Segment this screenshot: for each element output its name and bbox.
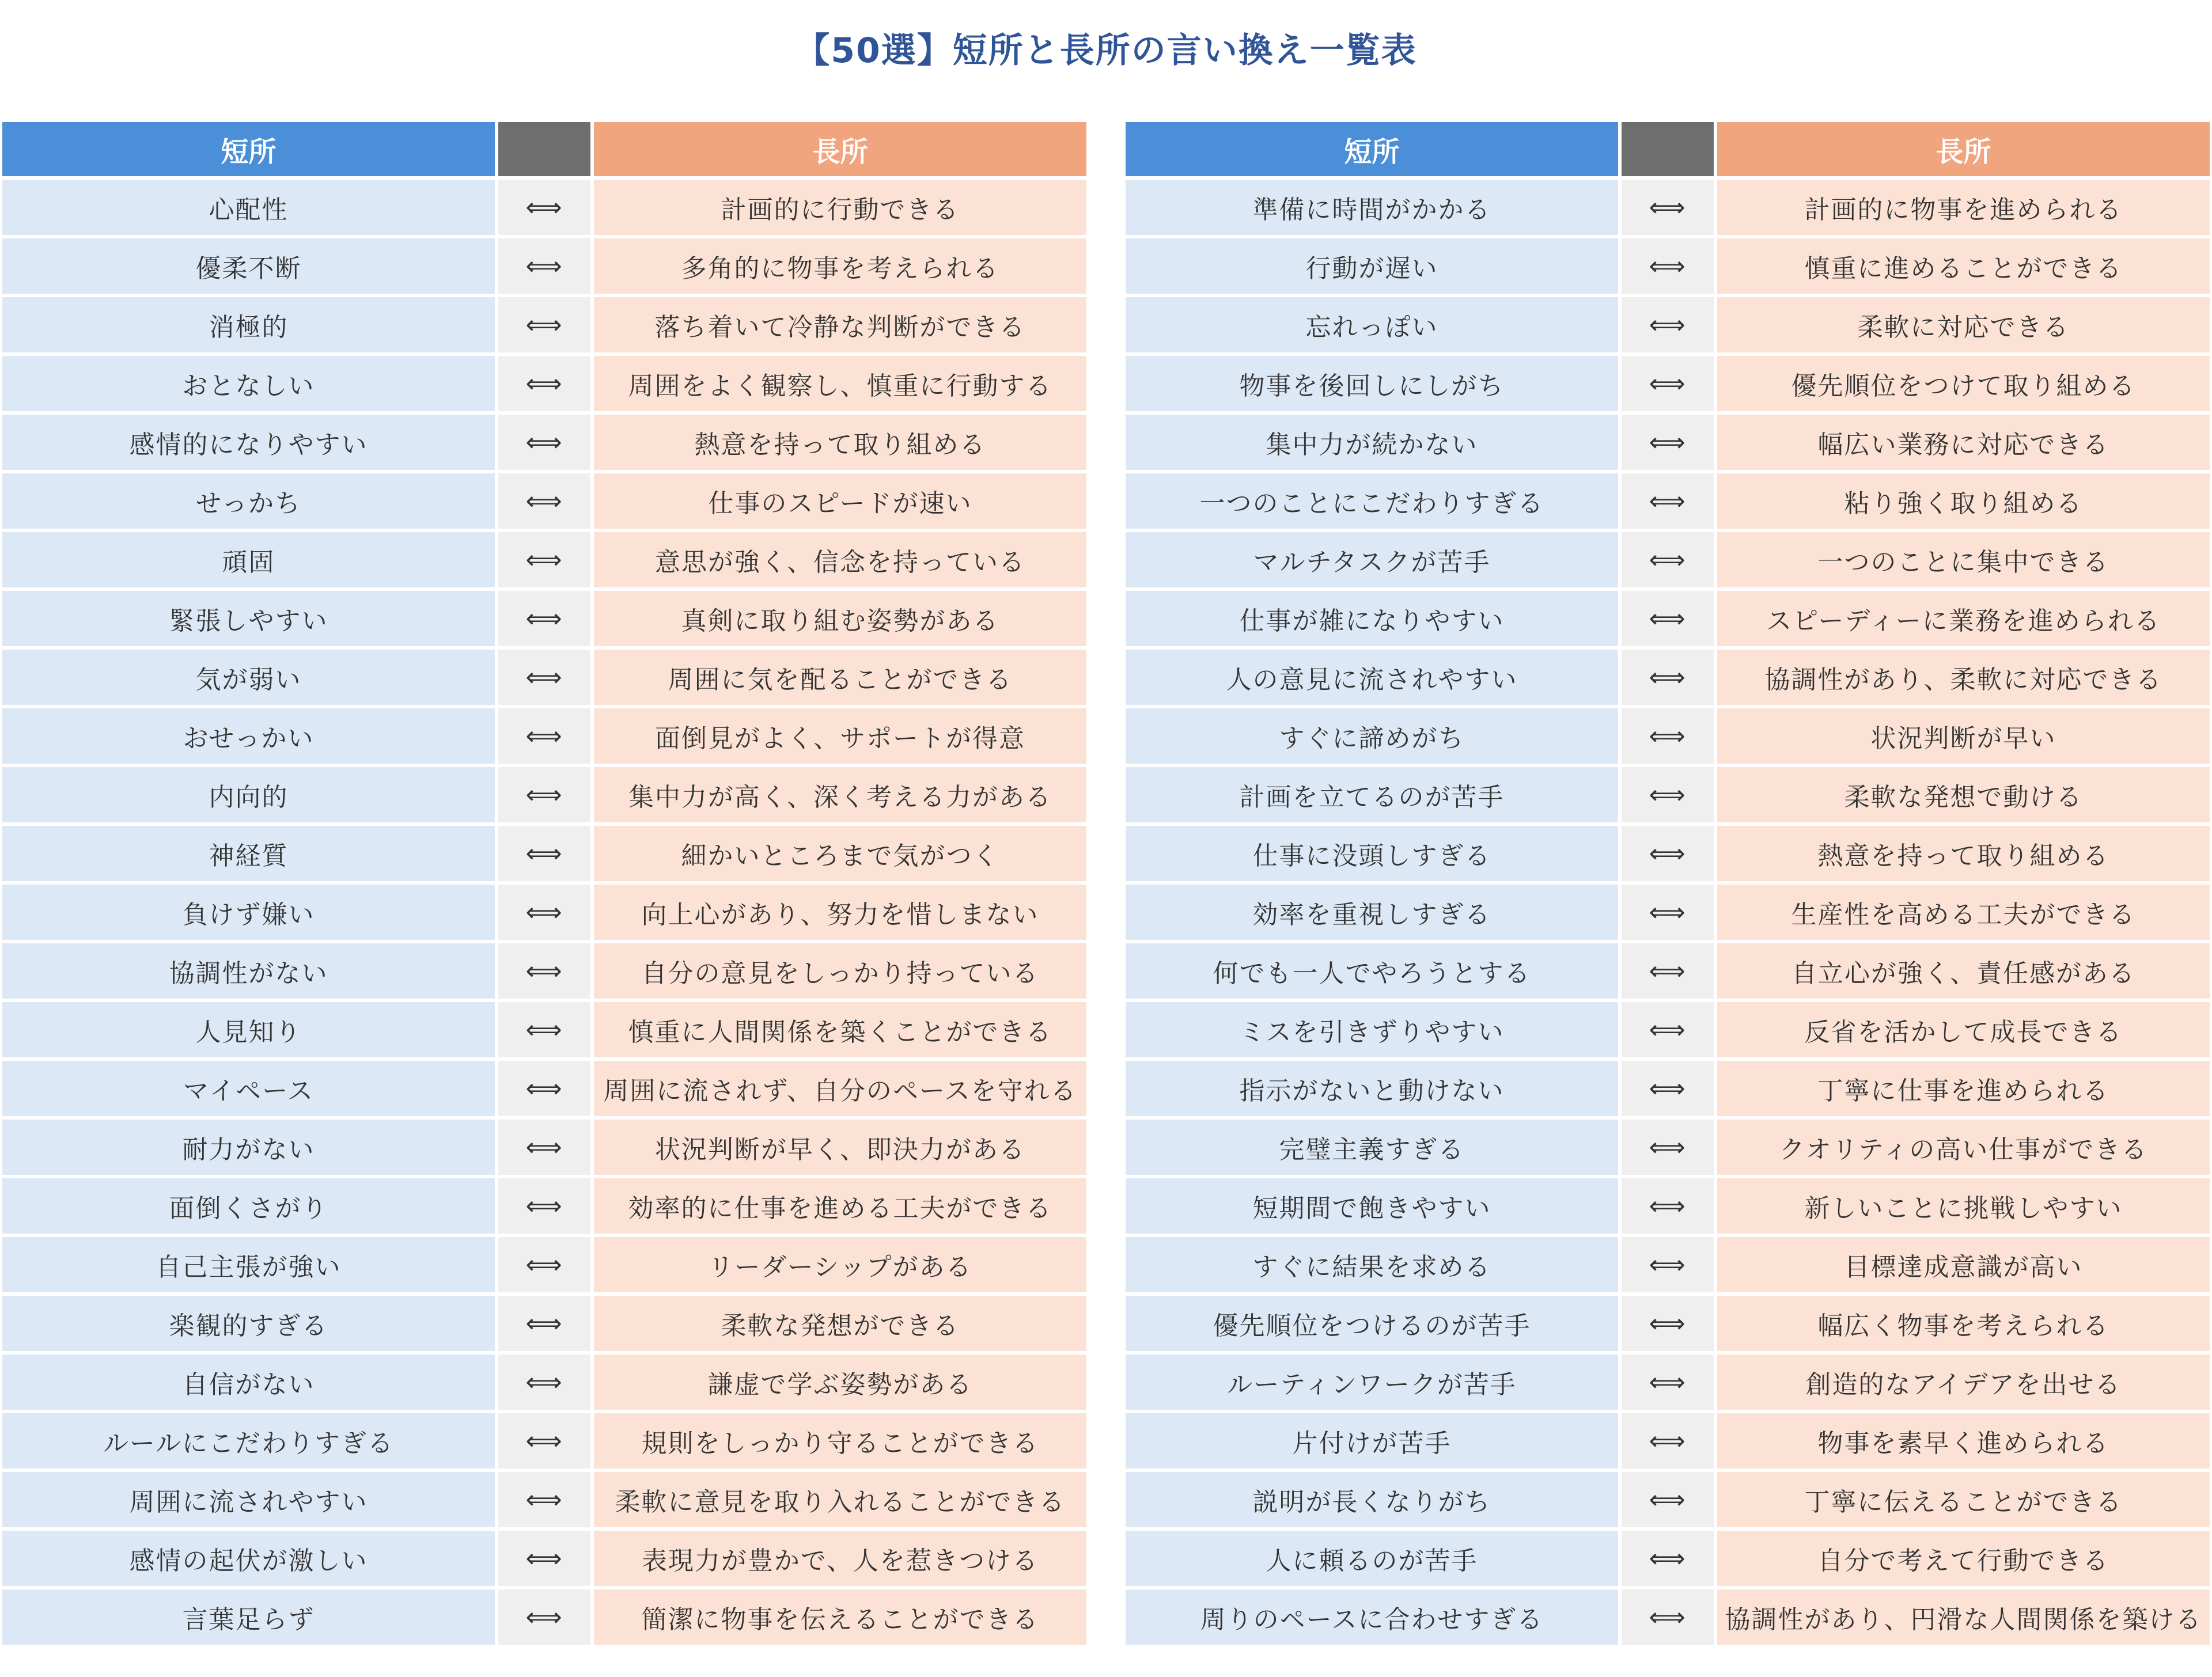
- table-row: [1126, 1178, 2210, 1234]
- strength-cell: 物事を素早く進められる: [1717, 1413, 2210, 1469]
- double-arrow-icon: ⟺: [1622, 650, 1714, 705]
- double-arrow-icon: ⟺: [1622, 356, 1714, 411]
- strength-cell: 自立心が強く、責任感がある: [1717, 943, 2210, 999]
- table-row: [2, 297, 1086, 352]
- double-arrow-icon: ⟺: [498, 297, 590, 352]
- weakness-cell: 緊張しやすい: [2, 591, 495, 646]
- strength-cell: 計画的に物事を進められる: [1717, 180, 2210, 235]
- double-arrow-icon: ⟺: [1622, 473, 1714, 529]
- strength-cell: 一つのことに集中できる: [1717, 532, 2210, 587]
- strength-cell: 柔軟な発想で動ける: [1717, 767, 2210, 822]
- table-row: [2, 532, 1086, 587]
- strength-cell: 自分で考えて行動できる: [1717, 1531, 2210, 1586]
- table-row: [2, 1354, 1086, 1410]
- strength-cell: 慎重に進めることができる: [1717, 238, 2210, 294]
- strength-cell: 集中力が高く、深く考える力がある: [594, 767, 1086, 822]
- right-comparison-table: [1122, 119, 2212, 1648]
- table-row: [1126, 708, 2210, 764]
- double-arrow-icon: ⟺: [1622, 415, 1714, 470]
- double-arrow-icon: ⟺: [1622, 1178, 1714, 1234]
- table-row: [2, 708, 1086, 764]
- table-row: [1126, 180, 2210, 235]
- table-row: [1126, 767, 2210, 822]
- double-arrow-icon: ⟺: [1622, 885, 1714, 940]
- table-row: [2, 238, 1086, 294]
- weakness-cell: おせっかい: [2, 708, 495, 764]
- table-row: [2, 826, 1086, 881]
- double-arrow-icon: ⟺: [1622, 1472, 1714, 1527]
- weakness-cell: 仕事が雑になりやすい: [1126, 591, 1618, 646]
- double-arrow-icon: ⟺: [498, 1237, 590, 1292]
- weakness-cell: 感情的になりやすい: [2, 415, 495, 470]
- weakness-cell: マルチタスクが苦手: [1126, 532, 1618, 587]
- arrow-column-header: [498, 122, 590, 176]
- table-row: [2, 885, 1086, 940]
- weakness-cell: 計画を立てるのが苦手: [1126, 767, 1618, 822]
- strength-cell: 柔軟な発想ができる: [594, 1296, 1086, 1351]
- strength-cell: 自分の意見をしっかり持っている: [594, 943, 1086, 999]
- double-arrow-icon: ⟺: [1622, 826, 1714, 881]
- double-arrow-icon: ⟺: [498, 1178, 590, 1234]
- double-arrow-icon: ⟺: [498, 473, 590, 529]
- double-arrow-icon: ⟺: [498, 943, 590, 999]
- double-arrow-icon: ⟺: [1622, 1589, 1714, 1645]
- table-row: [1126, 885, 2210, 940]
- table-row: [2, 1120, 1086, 1175]
- table-row: [2, 767, 1086, 822]
- weakness-cell: 完璧主義すぎる: [1126, 1120, 1618, 1175]
- weakness-cell: 片付けが苦手: [1126, 1413, 1618, 1469]
- double-arrow-icon: ⟺: [498, 180, 590, 235]
- strength-cell: 柔軟に対応できる: [1717, 297, 2210, 352]
- weakness-cell: せっかち: [2, 473, 495, 529]
- page-title: 【50選】短所と長所の言い換え一覧表: [795, 31, 1417, 71]
- double-arrow-icon: ⟺: [1622, 1296, 1714, 1351]
- strength-column-header: 長所: [594, 122, 1086, 176]
- double-arrow-icon: ⟺: [1622, 1002, 1714, 1057]
- strength-cell: 周囲に気を配ることができる: [594, 650, 1086, 705]
- strength-cell: 協調性があり、円滑な人間関係を築ける: [1717, 1589, 2210, 1645]
- weakness-cell: おとなしい: [2, 356, 495, 411]
- double-arrow-icon: ⟺: [498, 356, 590, 411]
- strength-cell: 幅広く物事を考えられる: [1717, 1296, 2210, 1351]
- weakness-cell: すぐに結果を求める: [1126, 1237, 1618, 1292]
- table-row: [1126, 1531, 2210, 1586]
- weakness-column-header: 短所: [1126, 122, 1618, 176]
- weakness-cell: 自己主張が強い: [2, 1237, 495, 1292]
- double-arrow-icon: ⟺: [498, 1354, 590, 1410]
- table-row: [1126, 1354, 2210, 1410]
- table-row: [1126, 1296, 2210, 1351]
- strength-cell: 創造的なアイデアを出せる: [1717, 1354, 2210, 1410]
- strength-cell: 規則をしっかり守ることができる: [594, 1413, 1086, 1469]
- strength-cell: 状況判断が早く、即決力がある: [594, 1120, 1086, 1175]
- weakness-column-header: 短所: [2, 122, 495, 176]
- double-arrow-icon: ⟺: [498, 650, 590, 705]
- weakness-cell: 面倒くさがり: [2, 1178, 495, 1234]
- strength-cell: 柔軟に意見を取り入れることができる: [594, 1472, 1086, 1527]
- weakness-cell: 行動が遅い: [1126, 238, 1618, 294]
- table-row: [2, 1061, 1086, 1116]
- weakness-cell: 短期間で飽きやすい: [1126, 1178, 1618, 1234]
- table-row: [2, 1472, 1086, 1527]
- strength-cell: 面倒見がよく、サポートが得意: [594, 708, 1086, 764]
- weakness-cell: 優柔不断: [2, 238, 495, 294]
- strength-cell: 慎重に人間関係を築くことができる: [594, 1002, 1086, 1057]
- strength-cell: 計画的に行動できる: [594, 180, 1086, 235]
- table-row: [1126, 415, 2210, 470]
- table-row: [2, 1237, 1086, 1292]
- double-arrow-icon: ⟺: [1622, 238, 1714, 294]
- weakness-cell: 耐力がない: [2, 1120, 495, 1175]
- weakness-cell: 自信がない: [2, 1354, 495, 1410]
- table-row: [1126, 356, 2210, 411]
- table-row: [2, 1531, 1086, 1586]
- strength-cell: 周囲に流されず、自分のペースを守れる: [594, 1061, 1086, 1116]
- double-arrow-icon: ⟺: [498, 767, 590, 822]
- weakness-cell: ミスを引きずりやすい: [1126, 1002, 1618, 1057]
- table-row: [2, 473, 1086, 529]
- strength-cell: 生産性を高める工夫ができる: [1717, 885, 2210, 940]
- double-arrow-icon: ⟺: [1622, 1061, 1714, 1116]
- table-row: [1126, 532, 2210, 587]
- table-row: [2, 180, 1086, 235]
- weakness-cell: 物事を後回しにしがち: [1126, 356, 1618, 411]
- weakness-cell: 何でも一人でやろうとする: [1126, 943, 1618, 999]
- weakness-cell: 説明が長くなりがち: [1126, 1472, 1618, 1527]
- double-arrow-icon: ⟺: [1622, 591, 1714, 646]
- weakness-cell: 人に頼るのが苦手: [1126, 1531, 1618, 1586]
- double-arrow-icon: ⟺: [1622, 1354, 1714, 1410]
- weakness-cell: 神経質: [2, 826, 495, 881]
- double-arrow-icon: ⟺: [498, 1472, 590, 1527]
- double-arrow-icon: ⟺: [498, 826, 590, 881]
- strength-cell: 幅広い業務に対応できる: [1717, 415, 2210, 470]
- weakness-cell: 忘れっぽい: [1126, 297, 1618, 352]
- arrow-column-header: [1622, 122, 1714, 176]
- double-arrow-icon: ⟺: [1622, 1531, 1714, 1586]
- weakness-cell: 気が弱い: [2, 650, 495, 705]
- table-row: [2, 1413, 1086, 1469]
- weakness-cell: 内向的: [2, 767, 495, 822]
- table-row: [1126, 650, 2210, 705]
- double-arrow-icon: ⟺: [498, 1002, 590, 1057]
- weakness-cell: 消極的: [2, 297, 495, 352]
- weakness-cell: 頑固: [2, 532, 495, 587]
- strength-cell: スピーディーに業務を進められる: [1717, 591, 2210, 646]
- weakness-cell: 感情の起伏が激しい: [2, 1531, 495, 1586]
- double-arrow-icon: ⟺: [498, 591, 590, 646]
- weakness-cell: 指示がないと動けない: [1126, 1061, 1618, 1116]
- table-row: [1126, 1472, 2210, 1527]
- double-arrow-icon: ⟺: [498, 1120, 590, 1175]
- double-arrow-icon: ⟺: [498, 885, 590, 940]
- strength-cell: 向上心があり、努力を惜しまない: [594, 885, 1086, 940]
- strength-cell: 周囲をよく観察し、慎重に行動する: [594, 356, 1086, 411]
- weakness-cell: 準備に時間がかかる: [1126, 180, 1618, 235]
- weakness-cell: 周囲に流されやすい: [2, 1472, 495, 1527]
- strength-cell: 熱意を持って取り組める: [1717, 826, 2210, 881]
- strength-cell: 落ち着いて冷静な判断ができる: [594, 297, 1086, 352]
- strength-cell: 状況判断が早い: [1717, 708, 2210, 764]
- table-row: [2, 591, 1086, 646]
- weakness-cell: 楽観的すぎる: [2, 1296, 495, 1351]
- table-row: [1126, 1120, 2210, 1175]
- double-arrow-icon: ⟺: [1622, 532, 1714, 587]
- weakness-cell: ルーティンワークが苦手: [1126, 1354, 1618, 1410]
- weakness-cell: 協調性がない: [2, 943, 495, 999]
- weakness-cell: 周りのペースに合わせすぎる: [1126, 1589, 1618, 1645]
- table-row: [1126, 297, 2210, 352]
- strength-column-header: 長所: [1717, 122, 2210, 176]
- strength-cell: 新しいことに挑戦しやすい: [1717, 1178, 2210, 1234]
- table-row: [2, 943, 1086, 999]
- weakness-cell: 人見知り: [2, 1002, 495, 1057]
- table-row: [1126, 473, 2210, 529]
- table-row: [2, 1178, 1086, 1234]
- table-row: [2, 1296, 1086, 1351]
- table-row: [2, 1002, 1086, 1057]
- double-arrow-icon: ⟺: [1622, 180, 1714, 235]
- left-comparison-table: [0, 119, 1090, 1648]
- double-arrow-icon: ⟺: [498, 1589, 590, 1645]
- table-header-row: [1126, 122, 2210, 176]
- table-row: [2, 650, 1086, 705]
- double-arrow-icon: ⟺: [498, 1413, 590, 1469]
- strength-cell: 効率的に仕事を進める工夫ができる: [594, 1178, 1086, 1234]
- table-row: [2, 356, 1086, 411]
- table-row: [1126, 943, 2210, 999]
- strength-cell: クオリティの高い仕事ができる: [1717, 1120, 2210, 1175]
- table-row: [2, 1589, 1086, 1645]
- weakness-cell: ルールにこだわりすぎる: [2, 1413, 495, 1469]
- double-arrow-icon: ⟺: [498, 1061, 590, 1116]
- strength-cell: 細かいところまで気がつく: [594, 826, 1086, 881]
- strength-cell: 真剣に取り組む姿勢がある: [594, 591, 1086, 646]
- strength-cell: 協調性があり、柔軟に対応できる: [1717, 650, 2210, 705]
- double-arrow-icon: ⟺: [1622, 297, 1714, 352]
- double-arrow-icon: ⟺: [498, 415, 590, 470]
- weakness-cell: 負けず嫌い: [2, 885, 495, 940]
- weakness-cell: すぐに諦めがち: [1126, 708, 1618, 764]
- weakness-cell: 一つのことにこだわりすぎる: [1126, 473, 1618, 529]
- strength-cell: 丁寧に仕事を進められる: [1717, 1061, 2210, 1116]
- weakness-cell: 仕事に没頭しすぎる: [1126, 826, 1618, 881]
- weakness-cell: 人の意見に流されやすい: [1126, 650, 1618, 705]
- table-row: [1126, 238, 2210, 294]
- weakness-cell: 優先順位をつけるのが苦手: [1126, 1296, 1618, 1351]
- weakness-cell: 効率を重視しすぎる: [1126, 885, 1618, 940]
- double-arrow-icon: ⟺: [1622, 1413, 1714, 1469]
- table-row: [1126, 826, 2210, 881]
- table-row: [1126, 1413, 2210, 1469]
- weakness-cell: 言葉足らず: [2, 1589, 495, 1645]
- double-arrow-icon: ⟺: [1622, 1120, 1714, 1175]
- strength-cell: 熱意を持って取り組める: [594, 415, 1086, 470]
- double-arrow-icon: ⟺: [1622, 708, 1714, 764]
- double-arrow-icon: ⟺: [1622, 943, 1714, 999]
- double-arrow-icon: ⟺: [498, 1296, 590, 1351]
- strength-cell: 目標達成意識が高い: [1717, 1237, 2210, 1292]
- weakness-cell: マイペース: [2, 1061, 495, 1116]
- strength-cell: 粘り強く取り組める: [1717, 473, 2210, 529]
- strength-cell: 多角的に物事を考えられる: [594, 238, 1086, 294]
- table-row: [1126, 1589, 2210, 1645]
- double-arrow-icon: ⟺: [498, 708, 590, 764]
- table-row: [1126, 1002, 2210, 1057]
- table-header-row: [2, 122, 1086, 176]
- table-row: [1126, 1061, 2210, 1116]
- strength-cell: 意思が強く、信念を持っている: [594, 532, 1086, 587]
- strength-cell: リーダーシップがある: [594, 1237, 1086, 1292]
- table-row: [2, 415, 1086, 470]
- strength-cell: 反省を活かして成長できる: [1717, 1002, 2210, 1057]
- table-row: [1126, 1237, 2210, 1292]
- weakness-cell: 心配性: [2, 180, 495, 235]
- double-arrow-icon: ⟺: [498, 238, 590, 294]
- double-arrow-icon: ⟺: [498, 532, 590, 587]
- strength-cell: 丁寧に伝えることができる: [1717, 1472, 2210, 1527]
- double-arrow-icon: ⟺: [1622, 767, 1714, 822]
- double-arrow-icon: ⟺: [498, 1531, 590, 1586]
- strength-cell: 仕事のスピードが速い: [594, 473, 1086, 529]
- strength-cell: 表現力が豊かで、人を惹きつける: [594, 1531, 1086, 1586]
- table-row: [1126, 591, 2210, 646]
- double-arrow-icon: ⟺: [1622, 1237, 1714, 1292]
- strength-cell: 簡潔に物事を伝えることができる: [594, 1589, 1086, 1645]
- strength-cell: 優先順位をつけて取り組める: [1717, 356, 2210, 411]
- strength-cell: 謙虚で学ぶ姿勢がある: [594, 1354, 1086, 1410]
- weakness-cell: 集中力が続かない: [1126, 415, 1618, 470]
